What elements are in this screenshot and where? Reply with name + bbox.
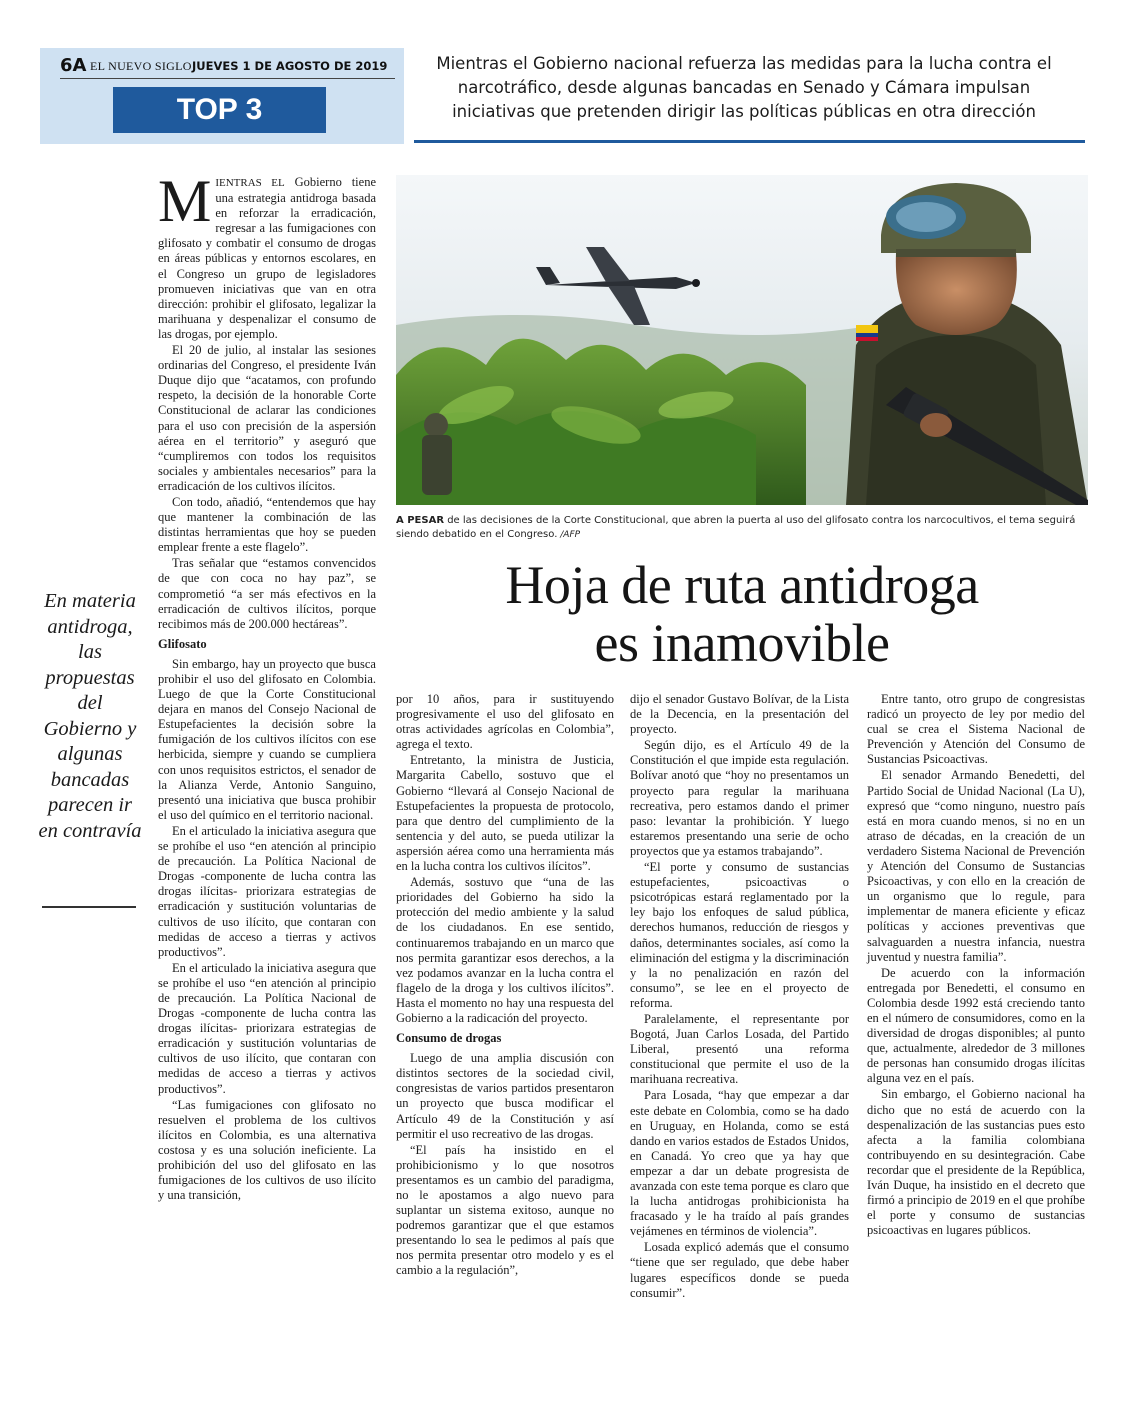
subhead: Consumo de drogas xyxy=(396,1031,502,1046)
paragraph: En el articulado la iniciativa asegura que se prohíbe el uso “en atención al principio de precaución. La Política Nacional de Drogas -componente de lucha contra las drogas ilícitas- priorizara estrategias de erradicación y sustitución voluntarias de cultivos de uso ilícito, que contaran con medidas de acceso a tierras y activos productivos”. xyxy=(158,823,376,959)
newspaper-name: EL NUEVO SIGLO xyxy=(90,59,192,73)
paragraph: Entretanto, la ministra de Justicia, Margarita Cabello, sostuvo que el Gobierno “llevará al Consejo Nacional de Estupefacientes la propuesta de protocolo, para que dentro del cumplimiento de la sentencia y del auto, se pueda utilizar la aspersión aérea como una herramienta más en la lucha contra los cultivos ilícitos”. xyxy=(396,753,614,874)
article-column-1 xyxy=(158,168,376,1204)
paragraph: En el articulado la iniciativa asegura que se prohíbe el uso “en atención al principio de precaución. La Política Nacional de Drogas -componente de lucha contra las drogas ilícitas- priorizara estrategias de erradicación y sustitución voluntarias de cultivos de uso ilícito, que contaran con medidas de acceso a tierras y activos productivos”. xyxy=(158,960,376,1096)
article-column-3 xyxy=(630,692,849,1302)
paragraph: Luego de una amplia discusión con distintos sectores de la sociedad civil, congresistas de varios partidos presentaron un proyecto que busca modificar el Artículo 49 de la Constitución y así permitir el uso recreativo de las drogas. xyxy=(396,1051,614,1141)
paragraph: dijo el senador Gustavo Bolívar, de la Lista de la Decencia, en la presentación del proyecto. xyxy=(630,692,849,737)
paragraph: Según dijo, es el Artículo 49 de la Constitución el que impide esta regulación. Bolívar anotó que “hoy no presentamos un proyecto para regular la marihuana recreativa, pero estamos dando el primer paso: levantar la prohibición. Y luego estaremos presentando una serie de ocho proyectos que ya estamos trabajando”. xyxy=(630,738,849,858)
section-label: TOP 3 xyxy=(113,87,326,133)
lead-in: IENTRAS EL xyxy=(215,177,285,189)
pull-quote: En materia antidroga, las propuestas del Gobierno y algunas bancadas parecen ir en contravía xyxy=(38,590,142,842)
caption-lead: A PESAR xyxy=(396,515,445,526)
paragraph: Con todo, añadió, “entendemos que hay que mantener la combinación de las distintas herramientas que hoy se pueden emplear frente a este flagelo”. xyxy=(158,494,376,555)
pull-quote-rule xyxy=(42,906,136,908)
paragraph: “Las fumigaciones con glifosato no resuelven el problema de los cultivos ilícitos en Colombia, es una alternativa costosa y es una solución ineficiente. La prohibición del uso del glifosato en las fumigaciones de los cultivos de uso ilícito y una transición, xyxy=(158,1097,376,1203)
paragraph: El 20 de julio, al instalar las sesiones ordinarias del Congreso, el presidente Iván Duque dijo que “acatamos, con profundo respeto, la decisión de la honorable Corte Constitucional de aclarar las condiciones para el uso con precisión de la aspersión aérea en el territorio” y aseguró que “cumpliremos con todos los requisitos sociales y ambientales necesarios” para la erradicación de los cultivos ilícitos. xyxy=(158,343,376,493)
caption-text: de las decisiones de la Corte Constitucional, que abren la puerta al uso del glifosato contra los narcocultivos, el tema seguirá siendo debatido en el Congreso. xyxy=(396,515,1076,540)
article-photo xyxy=(396,175,1088,505)
paragraph: “El país ha insistido en el prohibicionismo y lo que nosotros presentamos es un cambio del paradigma, no le apostamos a algo nuevo para suplantar un sistema exitoso, aunque no podremos garantizar que el que estamos presentando lo sea le pedimos al país que nos permita presentar otro modelo y es el cambio a la regulación”, xyxy=(396,1142,614,1278)
paragraph: por 10 años, para ir sustituyendo progresivamente el uso del glifosato en otras actividades agrícolas en Colombia”, agrega el texto. xyxy=(396,692,614,752)
paragraph: Sin embargo, el Gobierno nacional ha dicho que no está de acuerdo con la despenalización de las sustancias pues esto afecta a la familia colombiana contribuyendo en su desintegración. Cabe recordar que el presidente de la República, Iván Duque, ha insistido en el decreto que firmó a principio de 2019 en el que prohíbe el porte y consumo de sustancias psicoactivas en lugares públicos. xyxy=(867,1087,1085,1238)
subhead: Glifosato xyxy=(158,636,207,651)
headline xyxy=(396,556,1088,672)
paragraph: Para Losada, “hay que empezar a dar este debate en Colombia, como se ha dado en Uruguay, en Holanda, como se está dando en varios estados de Estados Unidos, en Canadá. Yo creo que ya hay que empezar a dar un debate progresista de avanzada con este tema porque es claro que la lucha antidrogas prohibicionista ha fracasado y le ha traído al país grandes vejámenes en términos de violencia”. xyxy=(630,1088,849,1239)
article-deck: Mientras el Gobierno nacional refuerza las medidas para la lucha contra el narcotráfico, desde algunas bancadas en Senado y Cámara impulsan iniciativas que pretenden dirigir las políticas públicas en otra dirección xyxy=(436,54,1052,121)
paragraph: Paralelamente, el representante por Bogotá, Juan Carlos Losada, del Partido Liberal, presentó una reforma constitucional que permite el uso de la marihuana recreativa. xyxy=(630,1011,849,1087)
header-rule xyxy=(60,78,395,79)
deck-rule xyxy=(414,140,1085,143)
paragraph: Además, sostuvo que “una de las prioridades del Gobierno ha sido la protección del medio ambiente y la salud de los ciudadanos. En ese sentido, continuaremos trabajando en un marco que nos permita garantizar esos derechos, a la vez podamos avanzar en la lucha contra el flagelo de la droga y los cultivos ilícitos”. Hasta el momento no hay una respuesta del Gobierno a la radicación del proyecto. xyxy=(396,875,614,1025)
paragraph: “El porte y consumo de sustancias estupefacientes, psicoactivas o psicotrópicas estará reglamentado por la ley bajo los enfoques de salud pública, derechos humanos, reducción de riesgos y daños, determinantes sociales, así como la eliminación del estigma y la discriminación y la no penalización en razón del consumo”, se lee en el proyecto de reforma. xyxy=(630,860,849,1010)
paragraph-text: Gobierno tiene una estrategia antidroga basada en reforzar la erradicación, regresar a las fumigaciones con glifosato y combatir el consumo de drogas en áreas públicas y entornos escolares, en el Congreso un grupo de legisladores promueven iniciativas que van en otra dirección: prohibir el glifosato, legalizar la marihuana y despenalizar el consumo de las drogas, por ejemplo. xyxy=(158,175,376,341)
drop-cap: M xyxy=(158,168,212,234)
soldier-photo-illustration xyxy=(396,175,1088,505)
paragraph: Entre tanto, otro grupo de congresistas radicó un proyecto de ley por medio del cual se crea el Sistema Nacional de Prevención y Atención del Consumo de Sustancias Psicoactivas. xyxy=(867,692,1085,767)
paragraph: Losada explicó además que el consumo “tiene que ser regulado, que debe haber lugares específicos donde se pueda consumir”. xyxy=(630,1240,849,1300)
paragraph: Sin embargo, hay un proyecto que busca prohibir el uso del glifosato en Colombia. Luego de que la Corte Constitucional dejara en manos del Consejo Nacional de Estupefacientes la decisión sobre la fumigación de los cultivos ilícitos con ese herbicida, siempre y cuando se cumpliera con unos requisitos estrictos, el senador de la Alianza Verde, Antonio Sanguino, presentó una iniciativa que busca prohibir el uso del químico en el territorio nacional. xyxy=(158,656,376,822)
headline-line-1: Hoja de ruta antidroga xyxy=(505,555,979,615)
paragraph: Tras señalar que “estamos convencidos de que con coca no hay paz”, se comprometió “a ser más efectivos en la erradicación de cultivos ilícitos, porque recibimos más de 200.000 hectáreas”. xyxy=(158,556,376,631)
issue-date: JUEVES 1 DE AGOSTO DE 2019 xyxy=(192,59,388,73)
paragraph: De acuerdo con la información entregada por Benedetti, el consumo en Colombia desde 1992 está creciendo tanto en el número de consumidores, como en la diversidad de drogas disponibles; al punto que, actualmente, alrededor de 3 millones de personas han consumido drogas ilícitas alguna vez en el país. xyxy=(867,965,1085,1086)
paragraph xyxy=(158,168,376,342)
paragraph: El senador Armando Benedetti, del Partido Social de Unidad Nacional (La U), expresó que “como ninguno, nuestro país está en mora cuando menos, si no en un atraso de décadas, en la creación de un verdadero Sistema Nacional de Prevención y Atención del Consumo de Sustancias Psicoactivas, y con ello en la creación de un organismo que lo regule, para implementar de manera eficiente y eficaz políticas y acciones preventivas que salvaguarden a nuestra infancia, nuestra juventud y nuestra familia”. xyxy=(867,768,1085,964)
photo-caption xyxy=(396,514,1088,542)
page-number: 6A xyxy=(60,55,87,76)
article-column-2 xyxy=(396,692,614,1280)
headline-line-2: es inamovible xyxy=(594,613,890,673)
article-column-4 xyxy=(867,692,1085,1239)
photo-credit: /AFP xyxy=(557,530,581,540)
